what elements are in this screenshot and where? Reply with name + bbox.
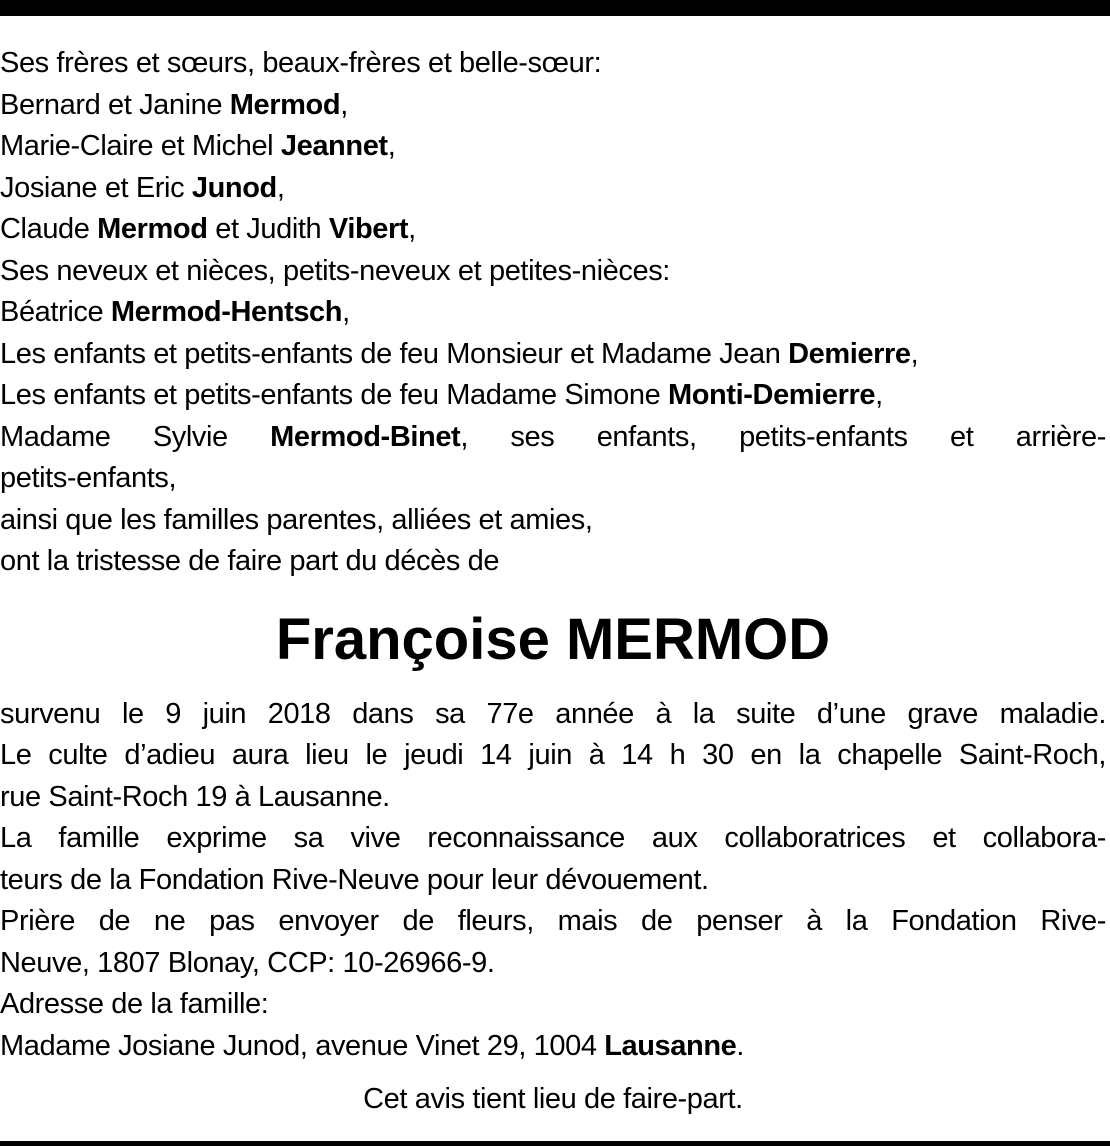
surname: Lausanne xyxy=(604,1029,737,1062)
text-run: Les enfants et petits-enfants de feu Monsieur et Madame Jean xyxy=(0,337,789,370)
surname: Mermod-Binet xyxy=(270,420,461,453)
text-run: Neuve, 1807 Blonay, CCP: 10-26966-9. xyxy=(0,946,495,979)
detail-line xyxy=(0,860,1106,902)
text-run: . xyxy=(736,1029,745,1062)
text-run: petits-enfants, xyxy=(0,462,177,494)
text-run: La famille exprime sa vive reconnaissance aux collaboratrices et collabora- xyxy=(0,822,1106,854)
text-run: ainsi que les familles parentes, alliées et amies, xyxy=(0,503,593,536)
text-run: ont la tristesse de faire part du décès de xyxy=(0,545,500,577)
detail-line xyxy=(0,735,1106,777)
top-rule xyxy=(0,0,1110,16)
text-run: Ses neveux et nièces, petits-neveux et petites-nièces: xyxy=(0,254,670,287)
surname: Mermod xyxy=(97,213,208,245)
text-run: Madame Sylvie xyxy=(0,420,271,453)
text-run: , xyxy=(910,337,919,370)
surname: Junod xyxy=(191,171,277,204)
detail-line xyxy=(0,901,1106,943)
surname: Demierre xyxy=(788,337,911,370)
family-list xyxy=(0,85,1106,583)
text-run: Marie-Claire et Michel xyxy=(0,130,281,162)
text-run: et Judith xyxy=(207,213,329,245)
text-run: Les enfants et petits-enfants de feu Madame Simone xyxy=(0,379,668,411)
text-run: Adresse de la famille: xyxy=(0,988,269,1020)
text-run: Madame Josiane Junod, avenue Vinet 29, 1004 xyxy=(0,1029,605,1062)
closing-note: Cet avis tient lieu de faire-part. xyxy=(363,1083,743,1115)
family-line xyxy=(0,334,1106,376)
surname: Mermod xyxy=(229,88,341,121)
family-line xyxy=(0,500,1106,542)
notice-details xyxy=(0,694,1106,1068)
text-run: Bernard et Janine xyxy=(0,88,230,121)
text-run: survenu le 9 juin 2018 dans sa 77e année à la suite d’une grave maladie. xyxy=(0,697,1106,730)
text-run: , xyxy=(875,379,883,411)
family-line xyxy=(0,168,1106,210)
text-run: , xyxy=(340,88,348,121)
text-run: , xyxy=(276,171,285,204)
text-run: rue Saint-Roch 19 à Lausanne. xyxy=(0,780,390,813)
text-run: , xyxy=(408,213,416,245)
family-line xyxy=(0,541,1106,583)
family-line xyxy=(0,458,1106,500)
detail-line xyxy=(0,818,1106,860)
text-run: , xyxy=(387,130,396,162)
text-run: Claude xyxy=(0,213,98,245)
detail-line xyxy=(0,943,1106,985)
family-line xyxy=(0,292,1106,334)
text-run: , xyxy=(342,296,350,328)
text-run: Josiane et Eric xyxy=(0,171,192,204)
family-line xyxy=(0,251,1106,293)
text-run: Le culte d’adieu aura lieu le jeudi 14 juin à 14 h 30 en la chapelle Saint-Roch, xyxy=(0,739,1106,771)
surname: Jeannet xyxy=(280,130,388,162)
detail-line xyxy=(0,777,1106,819)
bottom-rule xyxy=(0,1141,1110,1146)
text-run: Prière de ne pas envoyer de fleurs, mais de penser à la Fondation Rive- xyxy=(0,905,1106,937)
detail-line xyxy=(0,1026,1106,1068)
surname: Monti-Demierre xyxy=(667,379,876,411)
obituary-notice xyxy=(0,43,1106,1121)
family-line xyxy=(0,417,1106,459)
surname: Vibert xyxy=(328,213,409,245)
text-run: Béatrice xyxy=(0,296,111,328)
detail-line xyxy=(0,694,1106,736)
detail-line xyxy=(0,984,1106,1026)
family-line xyxy=(0,209,1106,251)
surname: Mermod-Hentsch xyxy=(110,296,343,328)
family-line xyxy=(0,85,1106,127)
text-run: teurs de la Fondation Rive-Neuve pour leur dévouement. xyxy=(0,863,709,896)
family-line xyxy=(0,126,1106,168)
text-run: , ses enfants, petits-enfants et arrière- xyxy=(460,420,1106,453)
family-intro: Ses frères et sœurs, beaux-frères et belle-sœur: xyxy=(0,47,602,79)
family-line xyxy=(0,375,1106,417)
deceased-name: Françoise MERMOD xyxy=(275,606,831,672)
